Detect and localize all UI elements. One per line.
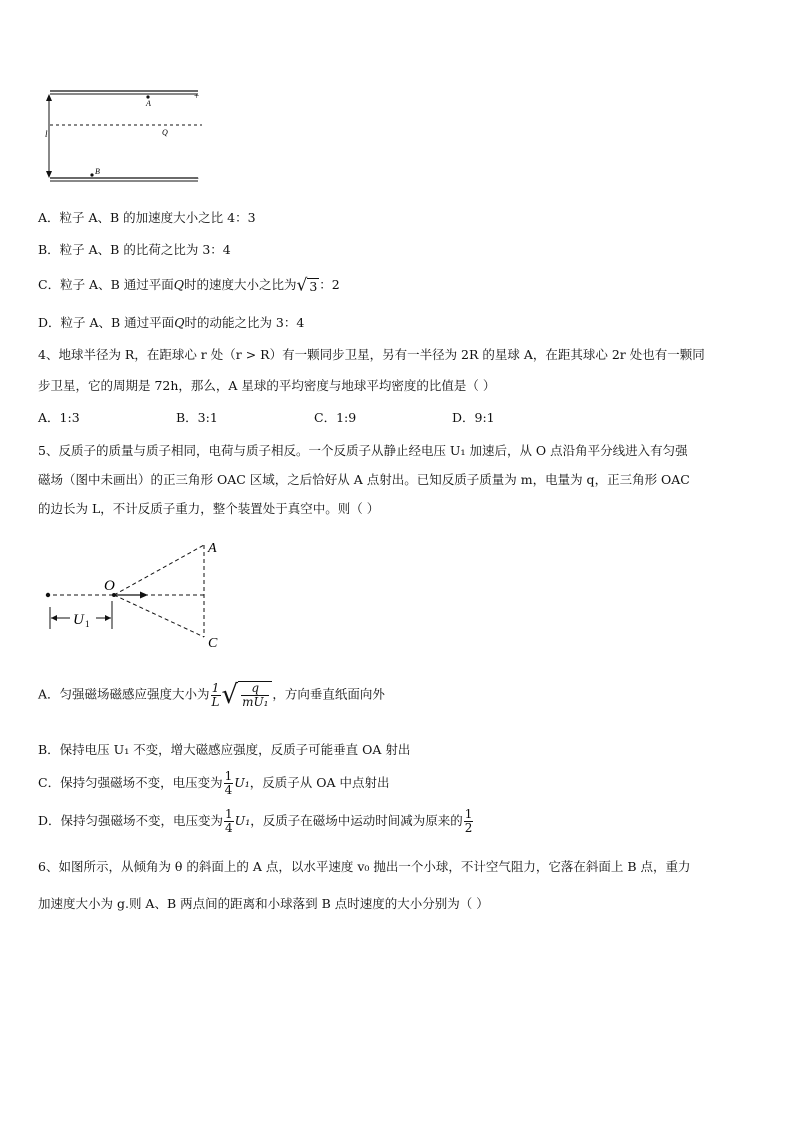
q3-option-d-q: Q bbox=[174, 315, 185, 330]
q3-option-b: B．粒子 A、B 的比荷之比为 3：4 bbox=[38, 242, 231, 257]
sqrt-symbol: √ bbox=[296, 275, 308, 296]
label-a: A bbox=[208, 541, 217, 556]
q3-option-d-post: 时的动能之比为 3：4 bbox=[184, 315, 305, 330]
label-u-sub: 1 bbox=[85, 619, 90, 629]
q5-option-d-half bbox=[464, 808, 474, 835]
q3-option-c bbox=[38, 275, 340, 296]
plus-sign: + bbox=[194, 91, 200, 101]
triangle-figure bbox=[40, 535, 240, 655]
parallel-plates-figure bbox=[40, 82, 210, 190]
frac-numerator: 1 bbox=[225, 807, 233, 821]
q5-option-a-post: ，方向垂直纸面向外 bbox=[272, 686, 385, 702]
particle-b bbox=[90, 173, 93, 176]
label-o: O bbox=[104, 578, 115, 594]
q3-option-c-q: Q bbox=[173, 277, 184, 292]
q5-option-c-frac bbox=[224, 770, 234, 797]
q5-option-a-pre: A．匀强磁场磁感应强度大小为 bbox=[38, 686, 210, 702]
label-b: B bbox=[95, 167, 100, 176]
q6-stem-line2: 加速度大小为 g.则 A、B 两点间的距离和小球落到 B 点时速度的大小分别为（ ） bbox=[38, 896, 489, 911]
q3-option-a: A．粒子 A、B 的加速度大小之比 4：3 bbox=[38, 210, 256, 225]
label-a: A bbox=[146, 99, 151, 108]
q6-stem-line1: 6、如图所示，从倾角为 θ 的斜面上的 A 点，以水平速度 v₀ 抛出一个小球，不计空气阻力，它落在斜面上 B 点，重力 bbox=[38, 859, 691, 874]
label-q: Q bbox=[162, 128, 168, 137]
q3-option-c-mid: 时的速度大小之比为 bbox=[183, 277, 297, 292]
frac-numerator: 1 bbox=[224, 769, 233, 783]
q5-stem-line1: 5、反质子的质量与质子相同，电荷与质子相反。一个反质子从静止经电压 U₁ 加速后，从 O 点沿角平分线进入有匀强 bbox=[38, 443, 688, 458]
label-c: C bbox=[208, 636, 218, 651]
q5-option-d-var: U₁ bbox=[234, 813, 251, 828]
q4-stem-line1: 4、地球半径为 R，在距球心 r 处（r > R）有一颗同步卫星，另有一半径为 2R 的星球 A，在距其球心 2r 处也有一颗同 bbox=[38, 347, 705, 362]
distance-label: l bbox=[45, 129, 48, 139]
q5-option-d-frac bbox=[224, 808, 234, 835]
start-point bbox=[46, 593, 50, 597]
u1-arrow-left-head bbox=[51, 615, 57, 621]
radicand-denominator: mU₁ bbox=[242, 695, 269, 709]
frac-numerator: 1 bbox=[464, 807, 473, 821]
u1-arrow-right-head bbox=[105, 615, 111, 621]
q4-stem-line2: 步卫星，它的周期是 72h，那么，A 星球的平均密度与地球平均密度的比值是（ ） bbox=[38, 378, 496, 393]
frac-denominator: 4 bbox=[224, 783, 233, 797]
frac-denominator: 2 bbox=[464, 821, 473, 835]
q5-option-a-frac bbox=[211, 682, 221, 709]
q5-option-c-post: ，反质子从 OA 中点射出 bbox=[249, 775, 390, 790]
velocity-arrow-head bbox=[140, 592, 148, 599]
q5-option-c-var: U₁ bbox=[234, 775, 250, 790]
q4-option-a: A．1:3 bbox=[38, 410, 80, 425]
label-u: U bbox=[73, 612, 84, 628]
frac-denominator: 4 bbox=[225, 821, 233, 835]
arrow-head-down bbox=[46, 171, 52, 178]
line-oc bbox=[114, 595, 204, 637]
q5-option-c bbox=[38, 770, 390, 797]
q5-option-d-pre: D．保持匀强磁场不变，电压变为 bbox=[38, 813, 224, 828]
frac-numerator: 1 bbox=[211, 680, 220, 695]
q5-option-b: B．保持电压 U₁ 不变，增大磁感应强度，反质子可能垂直 OA 射出 bbox=[38, 742, 411, 757]
line-oa bbox=[114, 545, 204, 595]
q5-stem-line3: 的边长为 L，不计反质子重力，整个装置处于真空中。则（ ） bbox=[38, 501, 380, 516]
sqrt-symbol: √ bbox=[221, 680, 239, 710]
q4-option-c: C．1:9 bbox=[314, 410, 357, 425]
radicand-frac bbox=[241, 682, 269, 709]
q5-option-a bbox=[38, 680, 385, 710]
q4-option-d: D．9:1 bbox=[452, 410, 495, 425]
q5-option-d-mid: ，反质子在磁场中运动时间减为原来的 bbox=[250, 813, 463, 828]
q5-option-c-pre: C．保持匀强磁场不变，电压变为 bbox=[38, 775, 223, 790]
q3-option-d bbox=[38, 313, 304, 331]
q3-option-c-post: ：2 bbox=[319, 277, 340, 292]
q5-option-a-radicand bbox=[238, 681, 272, 709]
frac-denominator: L bbox=[211, 694, 220, 709]
q5-stem-line2: 磁场（图中未画出）的正三角形 OAC 区域，之后恰好从 A 点射出。已知反质子质量为 m，电量为 q，正三角形 OAC bbox=[38, 472, 690, 487]
arrow-head-up bbox=[46, 94, 52, 101]
radicand-numerator: q bbox=[241, 682, 269, 696]
q3-option-d-pre: D．粒子 A、B 通过平面 bbox=[38, 315, 175, 330]
q5-option-d bbox=[38, 808, 474, 835]
q3-option-c-pre: C．粒子 A、B 通过平面 bbox=[38, 277, 174, 292]
minus-sign: − bbox=[194, 173, 200, 183]
q4-option-b: B．3:1 bbox=[176, 410, 218, 425]
q3-option-c-radicand: 3 bbox=[309, 278, 318, 294]
